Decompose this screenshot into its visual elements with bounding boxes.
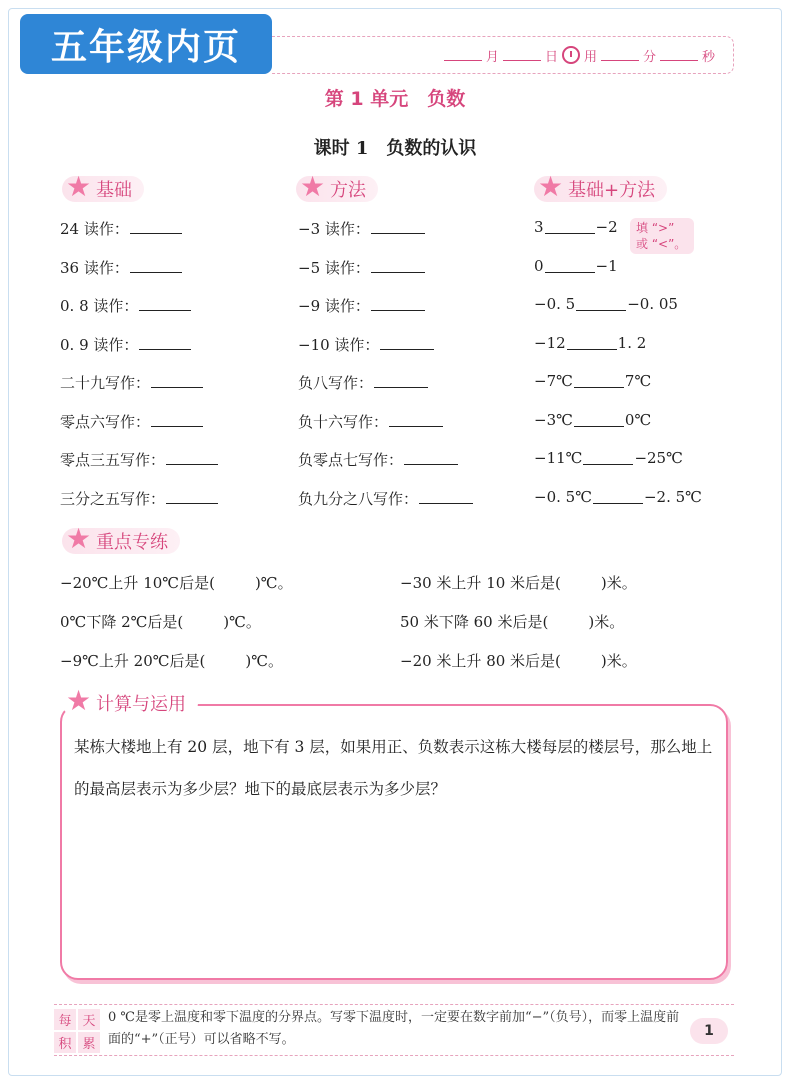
answer-blank[interactable] <box>139 334 191 350</box>
answer-blank[interactable] <box>419 488 473 504</box>
practice-left <box>60 572 293 689</box>
list-item: 零点三五写作： <box>60 449 219 488</box>
list-item: −20 米上升 80 米后是( )米。 <box>400 652 637 670</box>
section-calc-apply-label: 计算与运用 <box>96 694 186 715</box>
section-key-practice <box>62 522 180 555</box>
compare-blank[interactable] <box>574 372 624 388</box>
minute-label: 分 <box>642 49 656 65</box>
unit-title: 第 1 单元 负数 <box>324 88 466 110</box>
list-item: −0. 5℃ −2. 5℃ <box>534 487 702 506</box>
answer-blank[interactable] <box>374 372 428 388</box>
list-item: −0. 5 −0. 05 <box>534 295 678 313</box>
section-calc-apply <box>62 684 198 717</box>
problem-text: 某栋大楼地上有 20 层，地下有 3 层，如果用正、负数表示这栋大楼每层的楼层号，那么地上的最高层表示为多少层？地下的最底层表示为多少层？ <box>74 738 713 798</box>
answer-blank[interactable] <box>151 411 203 427</box>
section-method-label: 方法 <box>330 180 366 201</box>
compare-hint: 填 “>” 或 “<”。 <box>630 218 694 254</box>
answer-blank[interactable] <box>151 372 203 388</box>
list-item: 50 米下降 60 米后是( )米。 <box>400 613 625 631</box>
daily-accumulation-tag: 每 天 积 累 <box>54 1009 100 1053</box>
compare-blank[interactable] <box>545 218 595 234</box>
compare-column <box>534 218 702 526</box>
compare-blank[interactable] <box>574 411 624 427</box>
practice-right <box>400 572 637 689</box>
list-item: 0. 9 读作： <box>60 334 219 373</box>
stopwatch-icon <box>562 46 580 64</box>
star-icon: ★ <box>538 170 564 203</box>
list-item: 负八写作： <box>298 372 474 411</box>
list-item: 0. 8 读作： <box>60 295 219 334</box>
list-item: −11℃ −25℃ <box>534 449 683 467</box>
list-item: 0 −1 <box>534 256 618 275</box>
section-basic-method <box>534 170 667 203</box>
compare-blank[interactable] <box>567 334 617 350</box>
list-item: 零点六写作： <box>60 411 219 450</box>
problem-box[interactable] <box>60 704 728 980</box>
list-item: −12 1. 2 <box>534 333 647 352</box>
list-item: −10 读作： <box>298 334 474 373</box>
list-item: 0℃下降 2℃后是( )℃。 <box>60 613 261 631</box>
compare-blank[interactable] <box>545 257 595 273</box>
answer-blank[interactable] <box>139 295 191 311</box>
answer-blank[interactable] <box>404 449 458 465</box>
answer-blank[interactable] <box>166 449 218 465</box>
answer-blank[interactable] <box>130 218 182 234</box>
basic-column <box>60 218 219 526</box>
compare-blank[interactable] <box>576 295 626 311</box>
list-item: 36 读作： <box>60 257 219 296</box>
method-column <box>298 218 474 526</box>
compare-blank[interactable] <box>583 449 633 465</box>
list-item: 负十六写作： <box>298 411 474 450</box>
answer-blank[interactable] <box>380 334 434 350</box>
minute-blank[interactable] <box>601 49 639 61</box>
list-item: −9 读作： <box>298 295 474 334</box>
list-item: 负零点七写作： <box>298 449 474 488</box>
section-basic <box>62 170 144 203</box>
star-icon: ★ <box>66 684 92 717</box>
section-key-practice-label: 重点专练 <box>96 532 168 553</box>
list-item: 二十九写作： <box>60 372 219 411</box>
second-label: 秒 <box>701 49 715 65</box>
section-basic-method-label: 基础+方法 <box>568 180 656 201</box>
list-item: −3℃ 0℃ <box>534 410 652 429</box>
list-item: 三分之五写作： <box>60 488 219 527</box>
month-blank[interactable] <box>444 49 482 61</box>
list-item: −7℃ 7℃ <box>534 372 652 390</box>
day-label: 日 <box>544 49 558 65</box>
list-item: −5 读作： <box>298 257 474 296</box>
grade-badge: 五年级内页 <box>20 14 272 74</box>
lesson-title: 课时 1 负数的认识 <box>313 138 477 159</box>
compare-blank[interactable] <box>593 488 643 504</box>
list-item: −3 读作： <box>298 218 474 257</box>
list-item: 3 −2 <box>534 218 618 236</box>
list-item: 负九分之八写作： <box>298 488 474 527</box>
answer-blank[interactable] <box>371 257 425 273</box>
footer-note: 0 ℃是零上温度和零下温度的分界点。写零下温度时，一定要在数字前加“−”（负号），而零上温度前面的“+”（正号）可以省略不写。 <box>108 1010 680 1047</box>
section-basic-label: 基础 <box>96 180 132 201</box>
star-icon: ★ <box>66 522 92 555</box>
use-label: 用 <box>583 49 597 65</box>
section-method <box>296 170 378 203</box>
second-blank[interactable] <box>660 49 698 61</box>
list-item: 24 读作： <box>60 218 219 257</box>
timer-bar <box>272 36 734 74</box>
star-icon: ★ <box>66 170 92 203</box>
answer-blank[interactable] <box>389 411 443 427</box>
list-item: −9℃上升 20℃后是( )℃。 <box>60 652 284 670</box>
page-number: 1 <box>690 1018 728 1044</box>
day-blank[interactable] <box>503 49 541 61</box>
answer-blank[interactable] <box>166 488 218 504</box>
list-item: −30 米上升 10 米后是( )米。 <box>400 574 637 592</box>
list-item: −20℃上升 10℃后是( )℃。 <box>60 574 293 592</box>
month-label: 月 <box>485 49 499 65</box>
daily-accumulation-footer <box>54 1004 734 1056</box>
answer-blank[interactable] <box>371 295 425 311</box>
answer-blank[interactable] <box>130 257 182 273</box>
answer-blank[interactable] <box>371 218 425 234</box>
star-icon: ★ <box>300 170 326 203</box>
